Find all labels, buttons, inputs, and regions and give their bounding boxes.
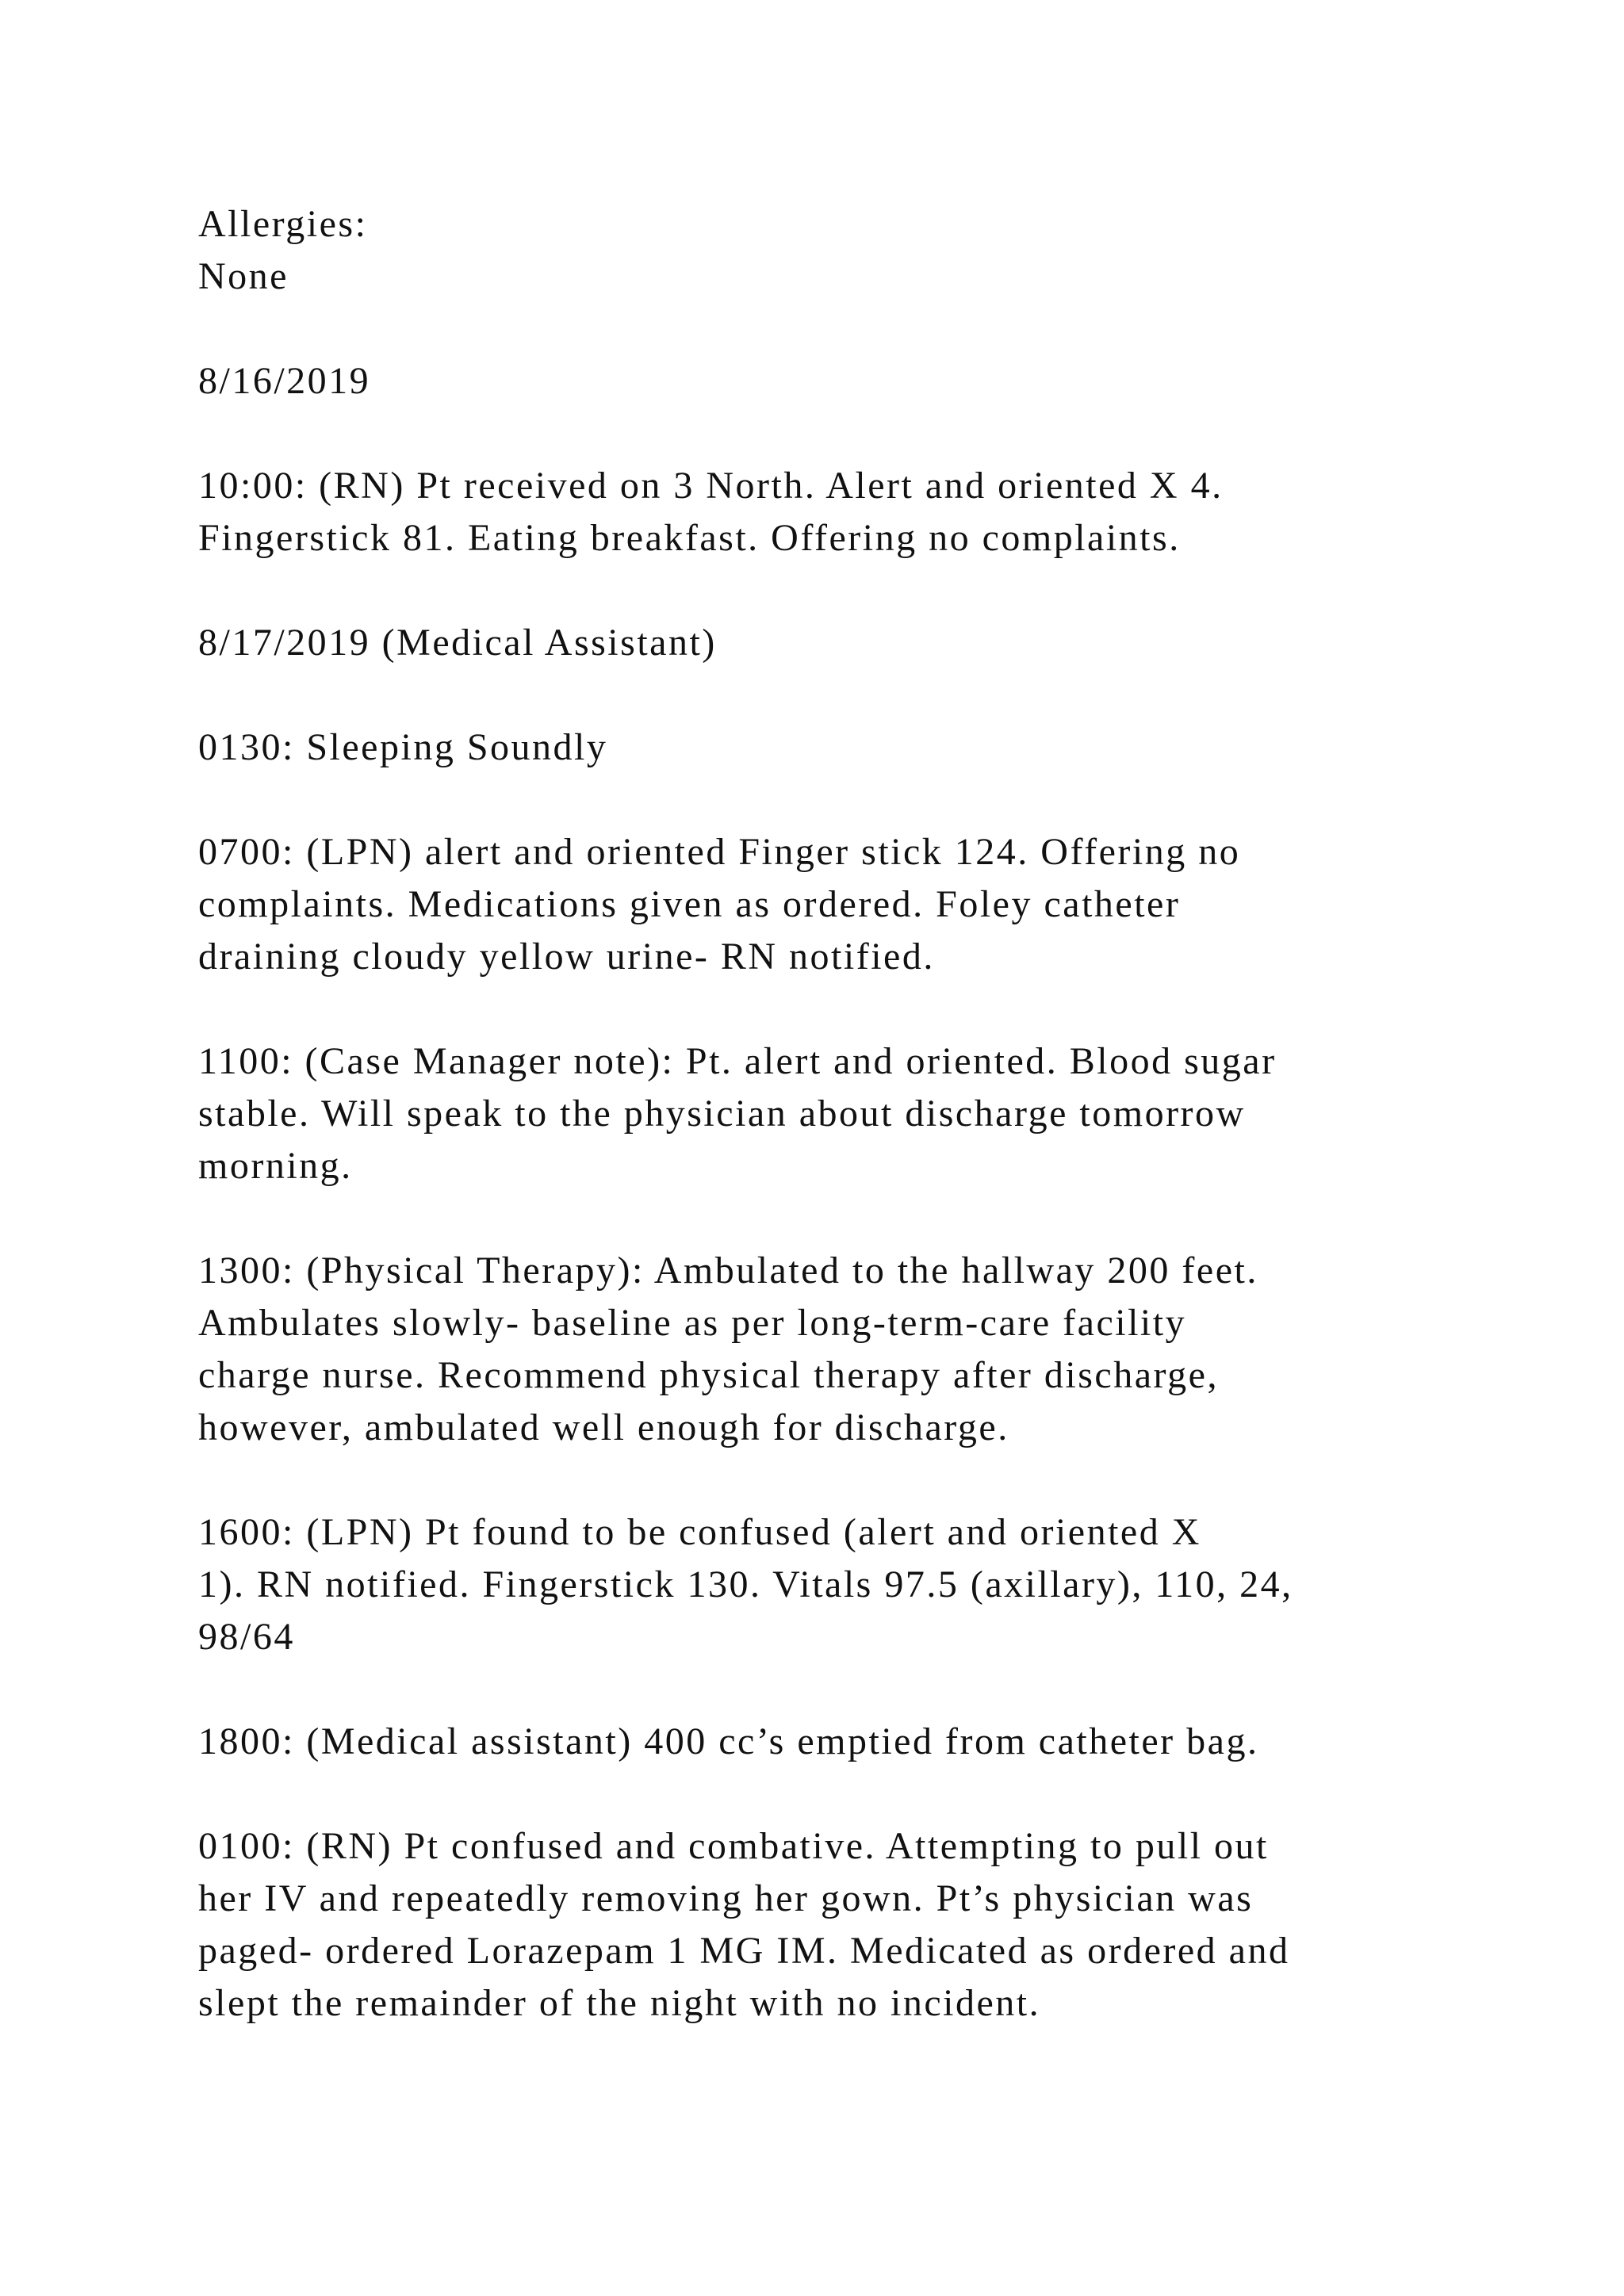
note-line: slept the remainder of the night with no incident. (198, 1982, 1041, 2024)
note-line: 1600: (LPN) Pt found to be confused (alert and oriented X (198, 1511, 1201, 1553)
spacer (198, 983, 1467, 1035)
document-body (198, 198, 1467, 2030)
note-line: Ambulates slowly- baseline as per long-term-care facility (198, 1302, 1187, 1344)
allergies-section (198, 198, 1467, 303)
spacer (198, 669, 1467, 721)
note-line: 1). RN notified. Fingerstick 130. Vitals 97.5 (axillary), 110, 24, (198, 1563, 1293, 1605)
note-line: 0100: (RN) Pt confused and combative. Attempting to pull out (198, 1825, 1269, 1867)
note-line: stable. Will speak to the physician about discharge tomorrow (198, 1093, 1246, 1135)
date-heading-2: 8/17/2019 (Medical Assistant) (198, 622, 717, 664)
spacer (198, 1192, 1467, 1245)
note-line: 98/64 (198, 1616, 295, 1658)
spacer (198, 303, 1467, 355)
note-line: draining cloudy yellow urine- RN notified. (198, 936, 935, 978)
note-line: paged- ordered Lorazepam 1 MG IM. Medicated as ordered and (198, 1930, 1290, 1972)
note-line: however, ambulated well enough for discharge. (198, 1406, 1009, 1448)
note-line: 1100: (Case Manager note): Pt. alert and oriented. Blood sugar (198, 1040, 1277, 1082)
note-entry-1600 (198, 1506, 1467, 1663)
note-entry-0100 (198, 1820, 1467, 2030)
spacer (198, 774, 1467, 826)
spacer (198, 408, 1467, 460)
note-line: 1300: (Physical Therapy): Ambulated to the hallway 200 feet. (198, 1249, 1258, 1292)
allergies-value: None (198, 255, 289, 297)
note-line: her IV and repeatedly removing her gown. Pt’s physician was (198, 1877, 1254, 1919)
note-entry-0130: 0130: Sleeping Soundly (198, 726, 608, 768)
note-line: 0700: (LPN) alert and oriented Finger stick 124. Offering no (198, 831, 1241, 873)
spacer (198, 564, 1467, 617)
date-heading-1: 8/16/2019 (198, 360, 371, 402)
note-line: charge nurse. Recommend physical therapy after discharge, (198, 1354, 1219, 1396)
note-entry-1100 (198, 1035, 1467, 1192)
note-entry-1000 (198, 460, 1467, 564)
spacer (198, 1454, 1467, 1506)
allergies-label: Allergies: (198, 203, 368, 245)
note-entry-0700 (198, 826, 1467, 983)
note-line: 10:00: (RN) Pt received on 3 North. Alert and oriented X 4. (198, 465, 1224, 507)
note-line: morning. (198, 1145, 353, 1187)
spacer (198, 1663, 1467, 1716)
note-entry-1300 (198, 1245, 1467, 1454)
note-line: Fingerstick 81. Eating breakfast. Offering no complaints. (198, 517, 1181, 559)
note-entry-1800: 1800: (Medical assistant) 400 cc’s emptied from catheter bag. (198, 1720, 1259, 1762)
spacer (198, 1768, 1467, 1820)
note-line: complaints. Medications given as ordered. Foley catheter (198, 883, 1181, 925)
